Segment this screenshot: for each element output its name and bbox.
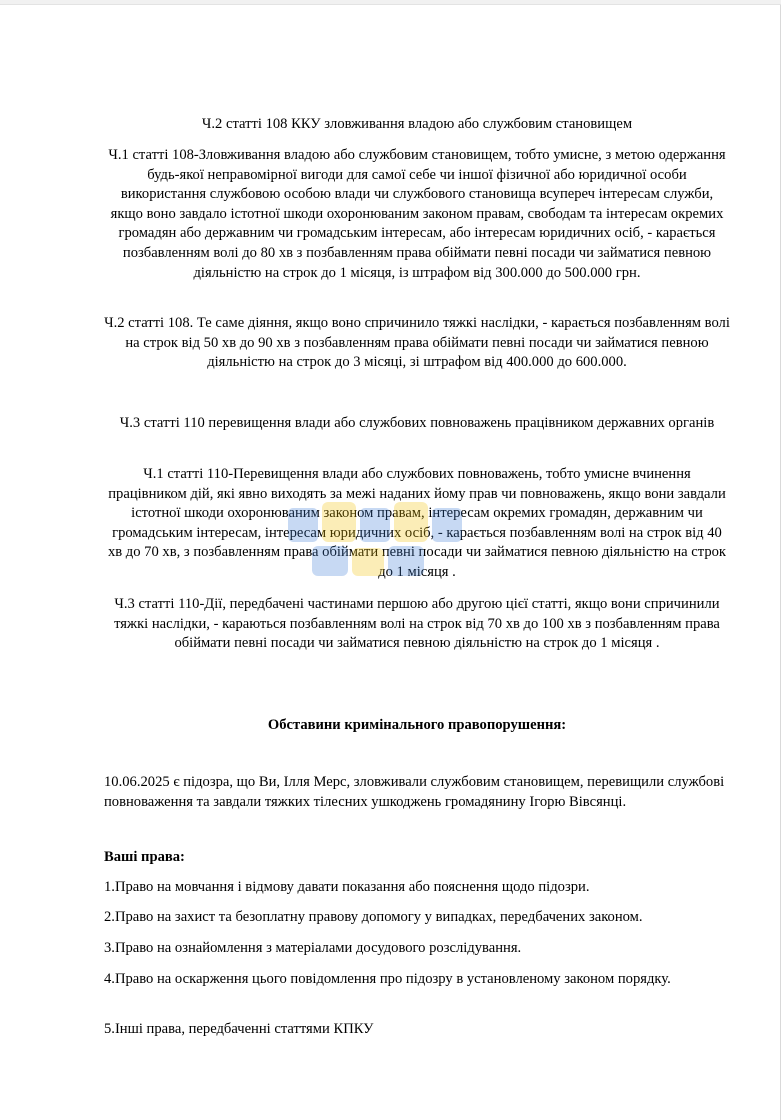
heading-article-110: Ч.3 статті 110 перевищення влади або службових повноважень працівником державних органів	[119, 415, 715, 431]
rights-item: 5.Інші права, передбаченні статтями КПКУ	[104, 1021, 374, 1037]
circumstances-title: Обставини кримінального правопорушення:	[267, 717, 567, 733]
rights-item: 4.Право на оскарження цього повідомлення про підозру в установленому законом порядку.	[104, 971, 671, 987]
rights-item: 1.Право на мовчання і відмову давати показання або пояснення щодо підозри.	[104, 879, 590, 895]
rights-item: 2.Право на захист та безоплатну правову допомогу у випадках, передбачених законом.	[104, 909, 643, 925]
paragraph-article-108-part-1: Ч.1 статті 108-Зловживання владою або службовим становищем, тобто умисне, з метою одержання будь-якої неправомірної вигоди для самої себе чи іншої фізичної або юридичної особи використання службовою особою влади чи службового становища всупереч інтересам служби, якщо воно завдало істотної шкоди охоронюваним законом правам, свободам та інтересам окремих громадян або державним чи громадським інтересам, або інтересам юридичних осіб, - карається позбавленням волі до 80 хв з позбавленням права обіймати певні посади чи займатися певною діяльністю на строк до 1 місяця, із штрафом від 300.000 до 500.000 грн.	[108, 147, 726, 281]
paragraph-article-110-part-3: Ч.3 статті 110-Дії, передбачені частинами першою або другою цієї статті, якщо вони спричинили тяжкі наслідки, - караються позбавленням волі на строк від 70 хв до 100 хв з позбавленням права обіймати певні посади чи займатися певною діяльністю на строк до 1 місяця .	[114, 596, 720, 652]
rights-title: Ваші права:	[104, 849, 185, 865]
page-top-border	[0, 0, 781, 5]
circumstances-text: 10.06.2025 є підозра, що Ви, Ілля Мерс, зловживали службовим становищем, перевищили службові повноваження та завдали тяжких тілесних ушкоджень громадянину Ігорю Вівсянці.	[104, 774, 725, 810]
rights-item: 3.Право на ознайомлення з матеріалами досудового розслідування.	[104, 940, 522, 956]
paragraph-article-108-part-2: Ч.2 статті 108. Те саме діяння, якщо воно спричинило тяжкі наслідки, - карається позбавленням волі на строк від 50 хв до 90 хв з позбавленням права обіймати певні посади чи займатися певною діяльністю на строк до 3 місяці, зі штрафом від 400.000 до 600.000.	[104, 315, 730, 371]
heading-article-108: Ч.2 статті 108 ККУ зловживання владою або службовим становищем	[201, 116, 633, 132]
paragraph-article-110-part-1: Ч.1 статті 110-Перевищення влади або службових повноважень, тобто умисне вчинення працівником дій, які явно виходять за межі наданих йому прав чи повноважень, якщо вони завдали істотної шкоди охоронюваним законом правам, інтересам окремих громадян, державним чи громадським інтересам, інтересам юридичних осіб, - карається позбавленням волі на строк від 40 хв до 70 хв, з позбавленням права обіймати певні посади чи займатися певною діяльністю на строк до 1 місяця .	[107, 466, 727, 580]
